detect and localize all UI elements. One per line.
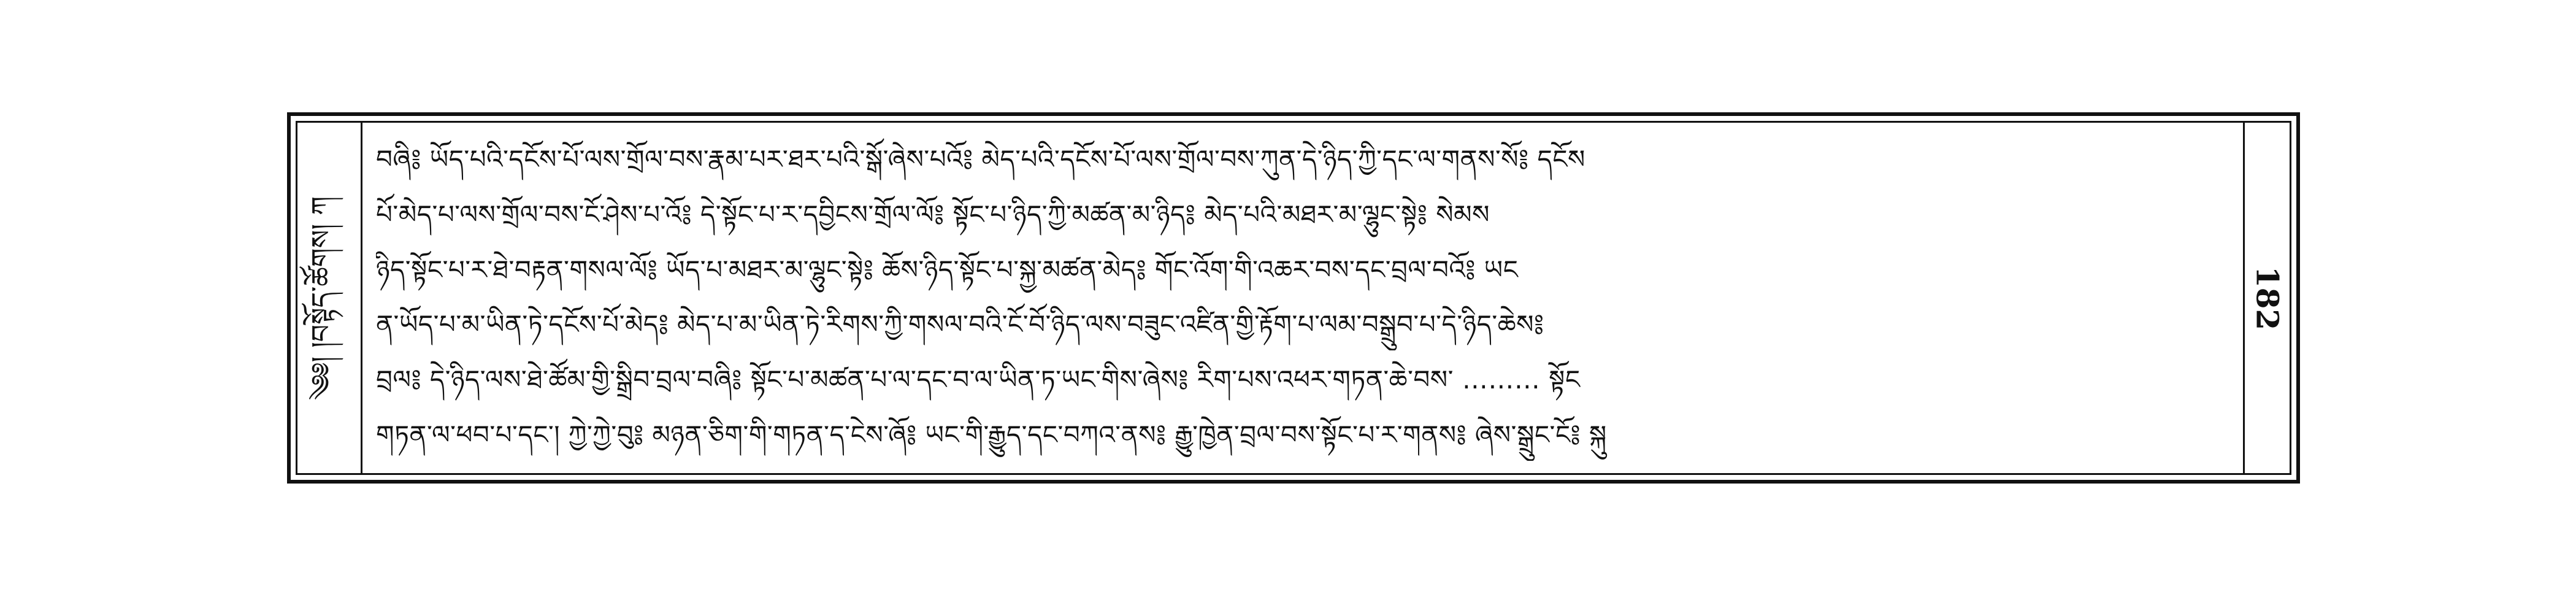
right-margin bbox=[2243, 123, 2290, 473]
text-block bbox=[376, 134, 2231, 461]
text-line-1: བཞི༔ ཡོད་པའི་དངོས་པོ་ལས་གྲོལ་བས་རྣམ་པར་ཐར་པའི་སྒོ་ཞེས་པའོ༔ མེད་པའི་དངོས་པོ་ལས་གྲོལ་བས་ཀུན་དེ་ཉིད་ཀྱི་དང་ལ་གནས་སོ༔ དངོས bbox=[376, 144, 1585, 174]
text-line-6: གཏན་ལ་ཕབ་པ་དང་། ཀྱེ་ཀྱེ་བུ༔ མཉན་ཅིག་གི་གཏན་ད་ངེས་ཞོ༔ ཡང་གི་རྒྱུད་དང་བཀའ་ནས༔ རྒྱུ་ཁྱེན་བྲལ་བས་སྟོང་པ་ར་གནས༔ ཞེས་སྒྲུང་ངོ༔ སྐུ bbox=[376, 419, 1607, 450]
pecha-folio bbox=[287, 112, 2300, 484]
text-line-2: པོ་མེད་པ་ལས་གྲོལ་བས་ངོ་ཤེས་པ་འོ༔ དེ་སྟོང་པ་ར་དབྱིངས་གྲོལ་ལོ༔ སྟོང་པ་ཉིད་ཀྱི་མཚན་མ་ཉིད༔ མེད་པའི་མཐར་མ་ལྷུང་སྟེ༔ སེམས bbox=[376, 199, 1490, 229]
page-number: 182 bbox=[2249, 266, 2285, 330]
left-margin bbox=[297, 123, 362, 473]
text-line-3: ཉིད་སྟོང་པ་ར་ཐེ་བརྟན་གསལ་ལོ༔ ཡོད་པ་མཐར་མ་ལྷུང་སྟེ༔ ཆོས་ཉིད་སྟོང་པ་སྐྱ་མཚན་མེད༔ གོང་འོག་གི་འཆར་བས་དང་བྲལ་བའོ༔ ཡང bbox=[376, 254, 1519, 285]
text-line-4: ན་ཡོད་པ་མ་ཡིན་ཏེ་དངོས་པོ་མེད༔ མེད་པ་མ་ཡིན་ཏེ་རིགས་ཀྱི་གསལ་བའི་ངོ་བོ་ཉིད་ལས་བཟུང་འཛིན་གྱི་རྟོག་པ་ལམ་བསྒྲུབ་པ་དེ་ཉིད་ཆེས༔ bbox=[376, 309, 1544, 340]
folio-frame bbox=[296, 121, 2291, 475]
text-line-5: བྲལ༔ དེ་ཉིད་ལས་ཐེ་ཚོམ་གྱི་སྒྲིབ་བྲལ་བཞི༔ སྟོང་པ་མཚན་པ་ལ་དང་བ་ལ་ཡིན་ཏ་ཡང་གིས་ཞེས༔ རིག་པས་འཕར་གཏན་ཆེ་བས་ ……… སྟོང bbox=[376, 364, 1581, 395]
margin-title: ༄༅། །བསྟོད་ཚོགས། ཀ bbox=[305, 196, 337, 400]
